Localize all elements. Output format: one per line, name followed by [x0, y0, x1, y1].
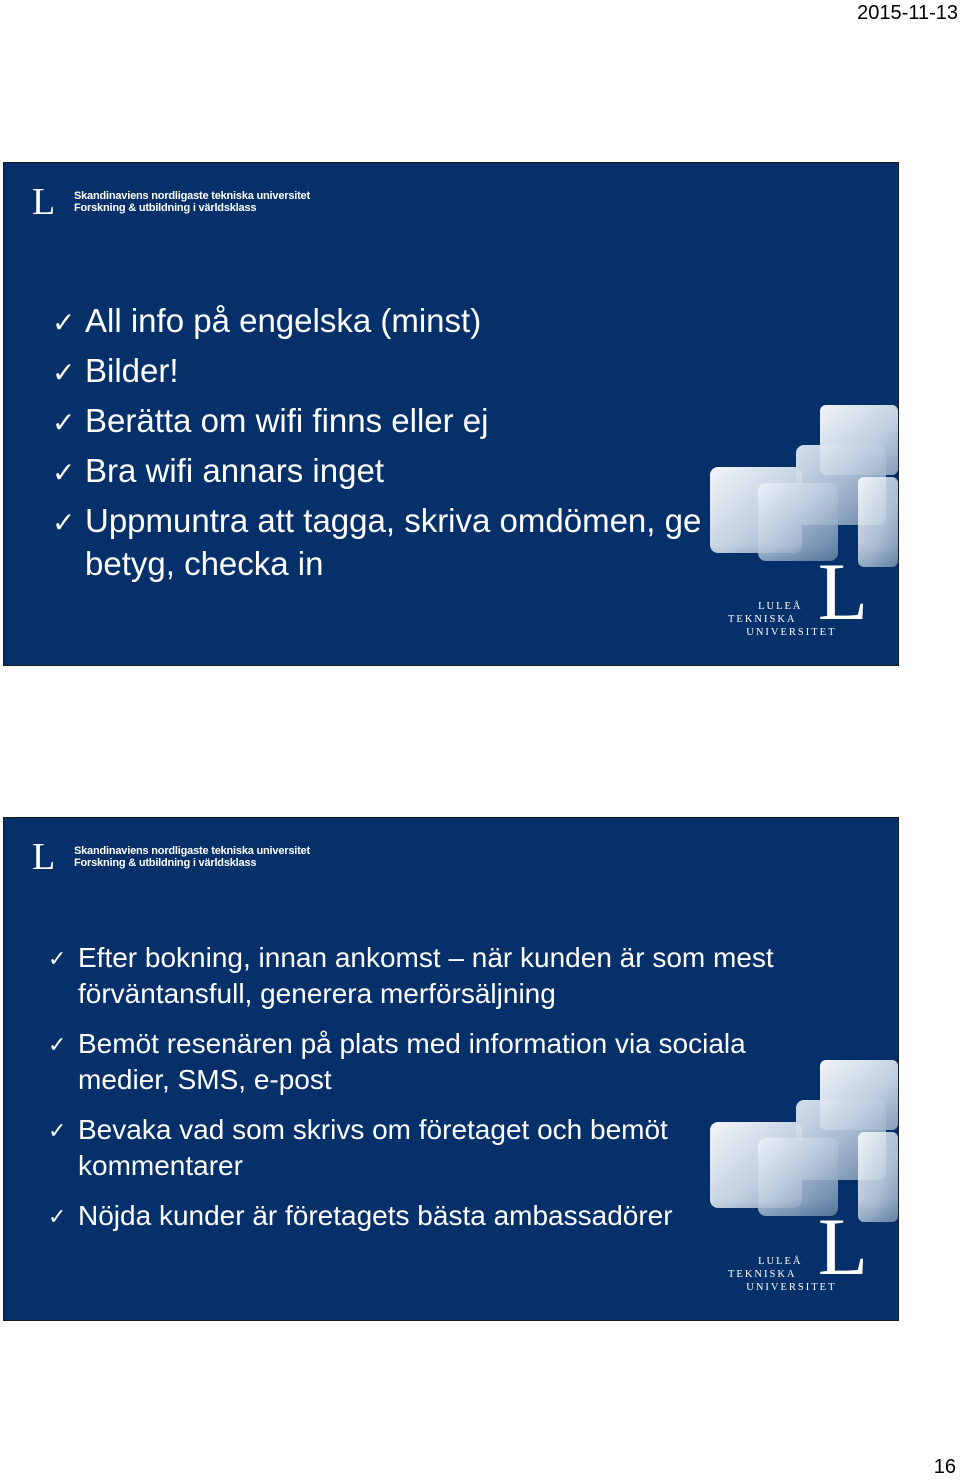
- bullet-list: [48, 940, 808, 1248]
- ltu-logo: [728, 546, 868, 639]
- logo-text: LULEÅ: [758, 601, 803, 612]
- slide-2: [3, 817, 899, 1321]
- bullet-list: [52, 299, 712, 592]
- checkmark-icon: ✓: [52, 356, 76, 389]
- checkmark-icon: ✓: [52, 456, 76, 489]
- checkmark-icon: ✓: [48, 1119, 67, 1144]
- page-number: 16: [933, 1456, 956, 1478]
- page-date: 2015-11-13: [857, 2, 958, 24]
- header-logo: [32, 838, 310, 876]
- ltu-l-icon: L: [817, 546, 868, 637]
- header-tagline: Skandinaviens nordligaste tekniska universitet: [74, 190, 310, 202]
- ltu-l-icon: L: [817, 1201, 868, 1292]
- bullet-item: ✓ Bilder!: [52, 349, 712, 392]
- checkmark-icon: ✓: [52, 306, 76, 339]
- checkmark-icon: ✓: [52, 506, 76, 539]
- checkmark-icon: ✓: [48, 1033, 67, 1058]
- bullet-item: ✓ Uppmuntra att tagga, skriva omdömen, ge betyg, checka in: [52, 502, 702, 582]
- bullet-item: ✓ Bevaka vad som skrivs om företaget och bemöt kommentarer: [48, 1114, 668, 1181]
- slide-1: [3, 162, 899, 666]
- checkmark-icon: ✓: [48, 947, 67, 972]
- checkmark-icon: ✓: [48, 1205, 67, 1230]
- logo-text: LULEÅ: [758, 1256, 803, 1267]
- header-subtagline: Forskning & utbildning i världsklass: [74, 202, 257, 214]
- logo-text: UNIVERSITET: [746, 1282, 837, 1293]
- logo-text: TEKNISKA: [728, 614, 797, 625]
- header-l-icon: L: [32, 836, 56, 878]
- bullet-item: ✓ Bra wifi annars inget: [52, 449, 712, 492]
- header-tagline: Skandinaviens nordligaste tekniska universitet: [74, 845, 310, 857]
- logo-text: TEKNISKA: [728, 1269, 797, 1280]
- bullet-item: ✓ Bemöt resenären på plats med information via sociala medier, SMS, e-post: [48, 1028, 746, 1095]
- logo-text: UNIVERSITET: [746, 627, 837, 638]
- header-logo: [32, 183, 310, 221]
- bullet-item: ✓ All info på engelska (minst): [52, 299, 712, 342]
- bullet-item: ✓ Berätta om wifi finns eller ej: [52, 399, 712, 442]
- header-l-icon: L: [32, 181, 56, 223]
- checkmark-icon: ✓: [52, 406, 76, 439]
- bullet-item: ✓ Nöjda kunder är företagets bästa ambassadörer: [48, 1198, 808, 1234]
- bullet-item: ✓ Efter bokning, innan ankomst – när kunden är som mest förväntansfull, generera merförsäljning: [48, 942, 774, 1009]
- ltu-logo: [728, 1201, 868, 1294]
- header-subtagline: Forskning & utbildning i världsklass: [74, 857, 257, 869]
